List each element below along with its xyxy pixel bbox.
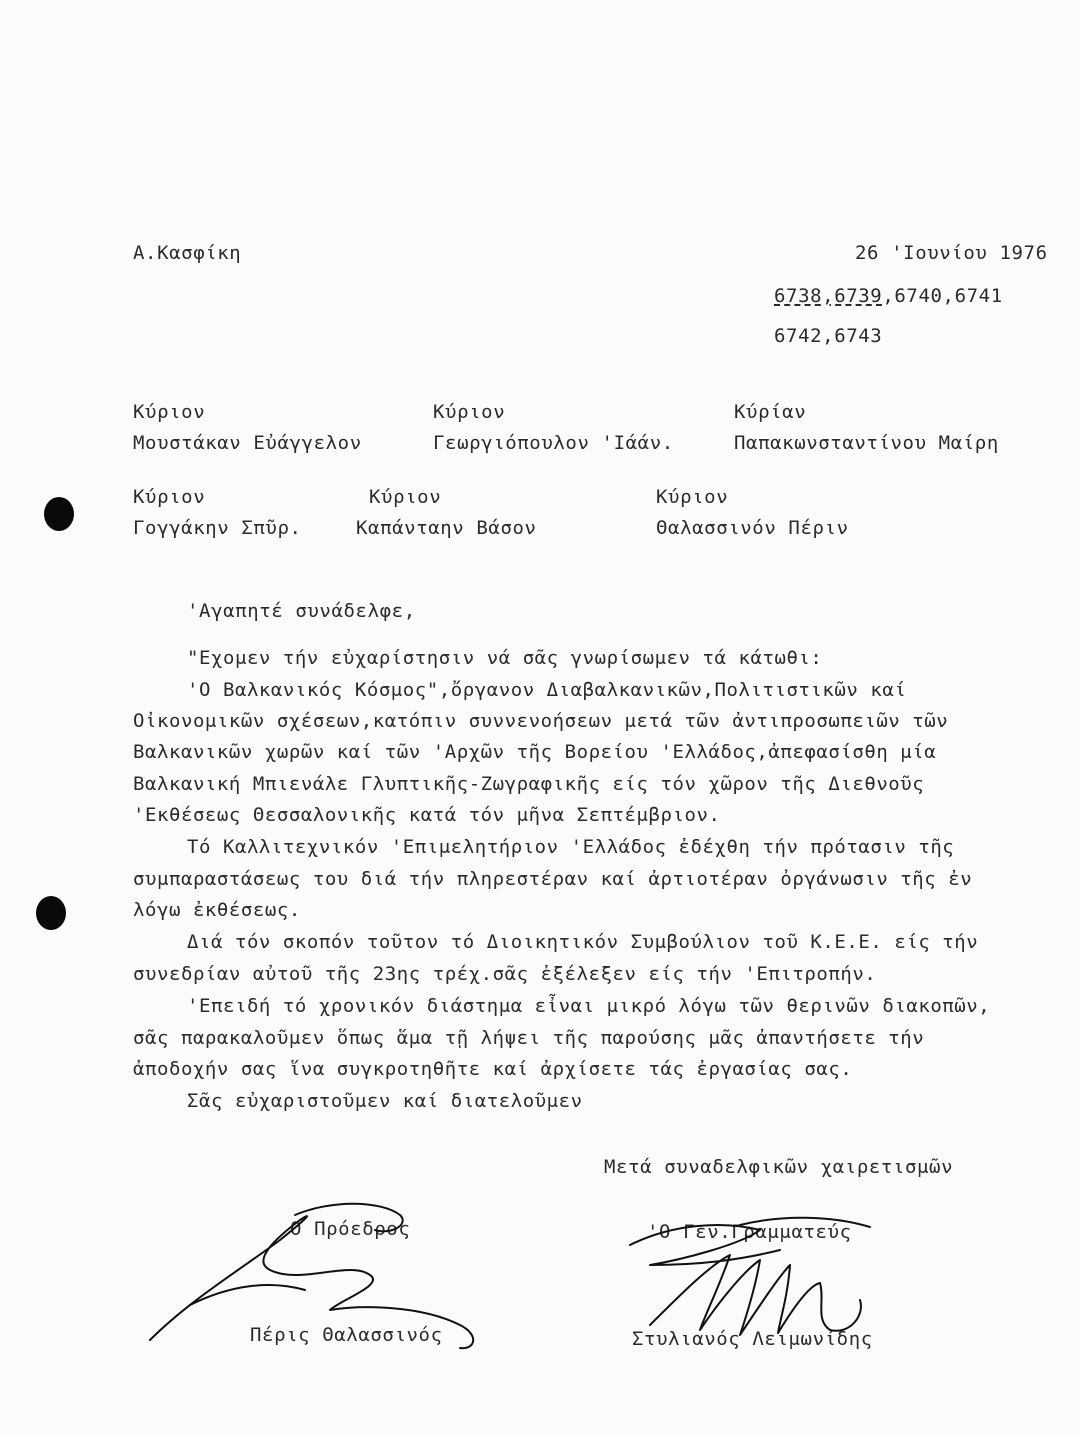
recipient-title: Κύριον	[656, 486, 729, 508]
president-role: Ο Πρόεδρος	[290, 1218, 411, 1240]
president-name: Πέρις Θαλασσινός	[250, 1324, 443, 1346]
letter-date: 26 'Ιουνίου 1976	[855, 242, 1048, 264]
body-line: συμπαραστάσεως του διά τήν πληρεστέραν καί ἀρτιοτέραν ὀργάνωσιν τῆς ἐν	[133, 868, 973, 890]
punch-hole-bottom	[36, 896, 66, 930]
salutation: 'Αγαπητέ συνάδελφε,	[187, 600, 416, 622]
recipient-name: Μουστάκαν Εὐάγγελον	[133, 432, 362, 454]
protocol-numbers-line1	[774, 287, 1003, 306]
recipient-title: Κύρίαν	[734, 401, 807, 423]
recipient-name: Παπακωνσταντίνου Μαίρη	[734, 432, 999, 454]
recipient-title: Κύριον	[133, 401, 206, 423]
body-line: 'Ο Βαλκανικός Κόσμος",ὄργανον Διαβαλκανικῶν,Πολιτιστικῶν καί	[187, 679, 907, 701]
body-line: Οἰκονομικῶν σχέσεων,κατόπιν συννενοήσεων μετά τῶν ἀντιπροσωπειῶν τῶν	[133, 710, 949, 732]
body-line: λόγω ἐκθέσεως.	[133, 899, 301, 921]
reference-initials: Α.Κασφίκη	[133, 242, 242, 264]
recipient-name: Καπάνταην Βάσον	[356, 517, 537, 539]
body-line: Βαλκανικῶν χωρῶν καί τῶν 'Αρχῶν τῆς Βορείου 'Ελλάδος,ἀπεφασίσθη μία	[133, 741, 937, 763]
body-line: Τό Καλλιτεχνικόν 'Επιμελητήριον 'Ελλάδος ἐδέχθη τήν πρότασιν τῆς	[187, 836, 955, 858]
punch-hole-top	[44, 497, 74, 531]
recipient-title: Κύριον	[369, 486, 442, 508]
body-line: Διά τόν σκοπόν τοῦτον τό Διοικητικόν Συμβούλιον τοῦ Κ.Ε.Ε. είς τήν	[187, 931, 979, 953]
body-line: 'Εκθέσεως Θεσσαλονικῆς κατά τόν μῆνα Σεπτέμβριον.	[133, 804, 721, 826]
body-line: συνεδρίαν αὐτοῦ τῆς 23ης τρέχ.σᾶς ἐξέλεξεν είς τήν 'Επιτροπήν.	[133, 963, 877, 985]
body-line: Βαλκανική Μπιενάλε Γλυπτικῆς-Ζωγραφικῆς είς τόν χῶρον τῆς Διεθνοῦς	[133, 773, 925, 795]
protocol-numbers-underlined: 6738,6739	[774, 285, 883, 307]
recipient-name: Θαλασσινόν Πέριν	[656, 517, 849, 539]
recipient-name: Γεωργιόπουλον 'Ιάάν.	[433, 432, 674, 454]
protocol-numbers-line2: 6742,6743	[774, 325, 883, 347]
secretary-name: Στυλιανός Λειμωνίδης	[632, 1328, 873, 1350]
body-line: 'Επειδή τό χρονικόν διάστημα εἶναι μικρό λόγω τῶν θερινῶν διακοπῶν,	[187, 995, 991, 1017]
recipient-title: Κύριον	[433, 401, 506, 423]
secretary-role: 'Ο Γεν.Γραμματεύς	[647, 1221, 852, 1243]
body-line: σᾶς παρακαλοῦμεν ὅπως ἅμα τῇ λήψει τῆς παρούσης μᾶς ἀπαντήσετε τήν	[133, 1027, 925, 1049]
body-line: "Εχομεν τήν εὐχαρίστησιν νά σᾶς γνωρίσωμεν τά κάτωθι:	[187, 647, 823, 669]
recipient-name: Γογγάκην Σπῦρ.	[133, 517, 302, 539]
closing-greeting: Μετά συναδελφικῶν χαιρετισμῶν	[604, 1156, 954, 1178]
protocol-numbers-rest: ,6740,6741	[882, 285, 1003, 307]
recipient-title: Κύριον	[133, 486, 206, 508]
secretary-signature	[610, 1205, 910, 1345]
president-signature	[130, 1190, 490, 1350]
body-line: Σᾶς εὐχαριστοῦμεν καί διατελοῦμεν	[187, 1090, 583, 1112]
body-line: ἀποδοχήν σας ἵνα συγκροτηθῆτε καί ἀρχίσετε τάς ἐργασίας σας.	[133, 1058, 853, 1080]
